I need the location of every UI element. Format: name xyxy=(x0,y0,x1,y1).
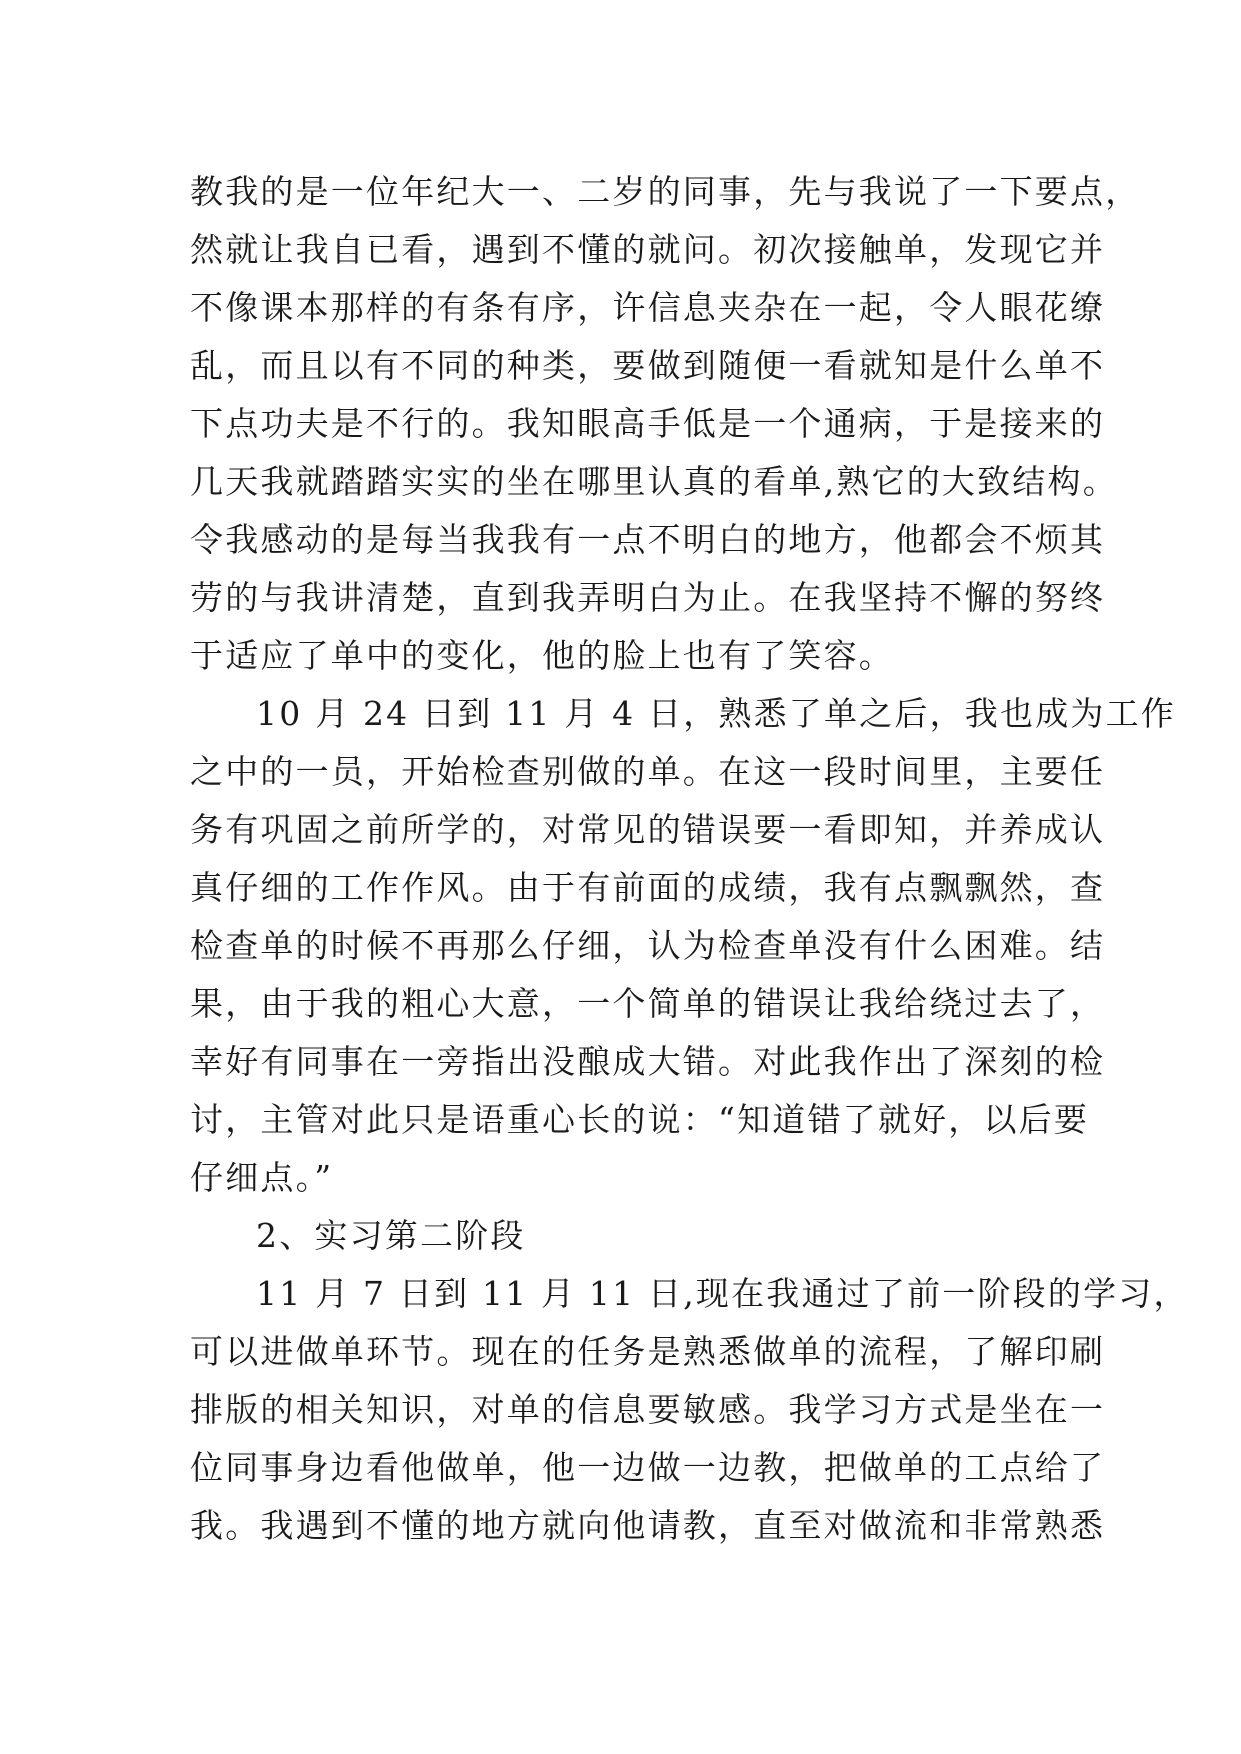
text-line: 检查单的时候不再那么仔细，认为检查单没有什么困难。结 xyxy=(190,926,1106,965)
text-line: 不像课本那样的有条有序，许信息夹杂在一起，令人眼花缭 xyxy=(190,288,1106,327)
text-line: 令我感动的是每当我我有一点不明白的地方，他都会不烦其 xyxy=(190,520,1106,559)
text-line: 讨，主管对此只是语重心长的说：“知道错了就好，以后要 xyxy=(190,1100,1090,1139)
text-line: 真仔细的工作作风。由于有前面的成绩，我有点飘飘然，查 xyxy=(190,868,1106,907)
text-line: 可以进做单环节。现在的任务是熟悉做单的流程，了解印刷 xyxy=(190,1332,1106,1371)
text-line: 之中的一员，开始检查别做的单。在这一段时间里，主要任 xyxy=(190,752,1106,791)
text-line: 位同事身边看他做单，他一边做一边教，把做单的工点给了 xyxy=(190,1448,1106,1487)
text-line: 2、实习第二阶段 xyxy=(256,1216,526,1255)
text-line: 务有巩固之前所学的，对常见的错误要一看即知，并养成认 xyxy=(190,810,1106,849)
document-body xyxy=(190,163,1189,1555)
text-line: 教我的是一位年纪大一、二岁的同事，先与我说了一下要点， xyxy=(190,172,1141,211)
text-line: 乱，而且以有不同的种类，要做到随便一看就知是什么单不 xyxy=(190,346,1106,385)
text-line: 劳的与我讲清楚，直到我弄明白为止。在我坚持不懈的努终 xyxy=(190,578,1106,617)
text-line: 于适应了单中的变化，他的脸上也有了笑容。 xyxy=(190,636,894,675)
text-line: 然就让我自已看，遇到不懂的就问。初次接触单，发现它并 xyxy=(190,230,1106,269)
text-line: 果，由于我的粗心大意，一个简单的错误让我给绕过去了， xyxy=(190,984,1106,1023)
text-line: 仔细点。” xyxy=(190,1158,334,1197)
text-line: 11 月 7 日到 11 月 11 日,现在我通过了前一阶段的学习， xyxy=(256,1274,1189,1313)
text-line: 我。我遇到不懂的地方就向他请教，直至对做流和非常熟悉 xyxy=(190,1506,1106,1545)
text-line: 下点功夫是不行的。我知眼高手低是一个通病，于是接来的 xyxy=(190,404,1106,443)
text-line: 幸好有同事在一旁指出没酿成大错。对此我作出了深刻的检 xyxy=(190,1042,1106,1081)
text-line: 10 月 24 日到 11 月 4 日，熟悉了单之后，我也成为工作 xyxy=(256,694,1176,733)
text-line: 排版的相关知识，对单的信息要敏感。我学习方式是坐在一 xyxy=(190,1390,1106,1429)
text-line: 几天我就踏踏实实的坐在哪里认真的看单,熟它的大致结构。 xyxy=(190,462,1118,501)
